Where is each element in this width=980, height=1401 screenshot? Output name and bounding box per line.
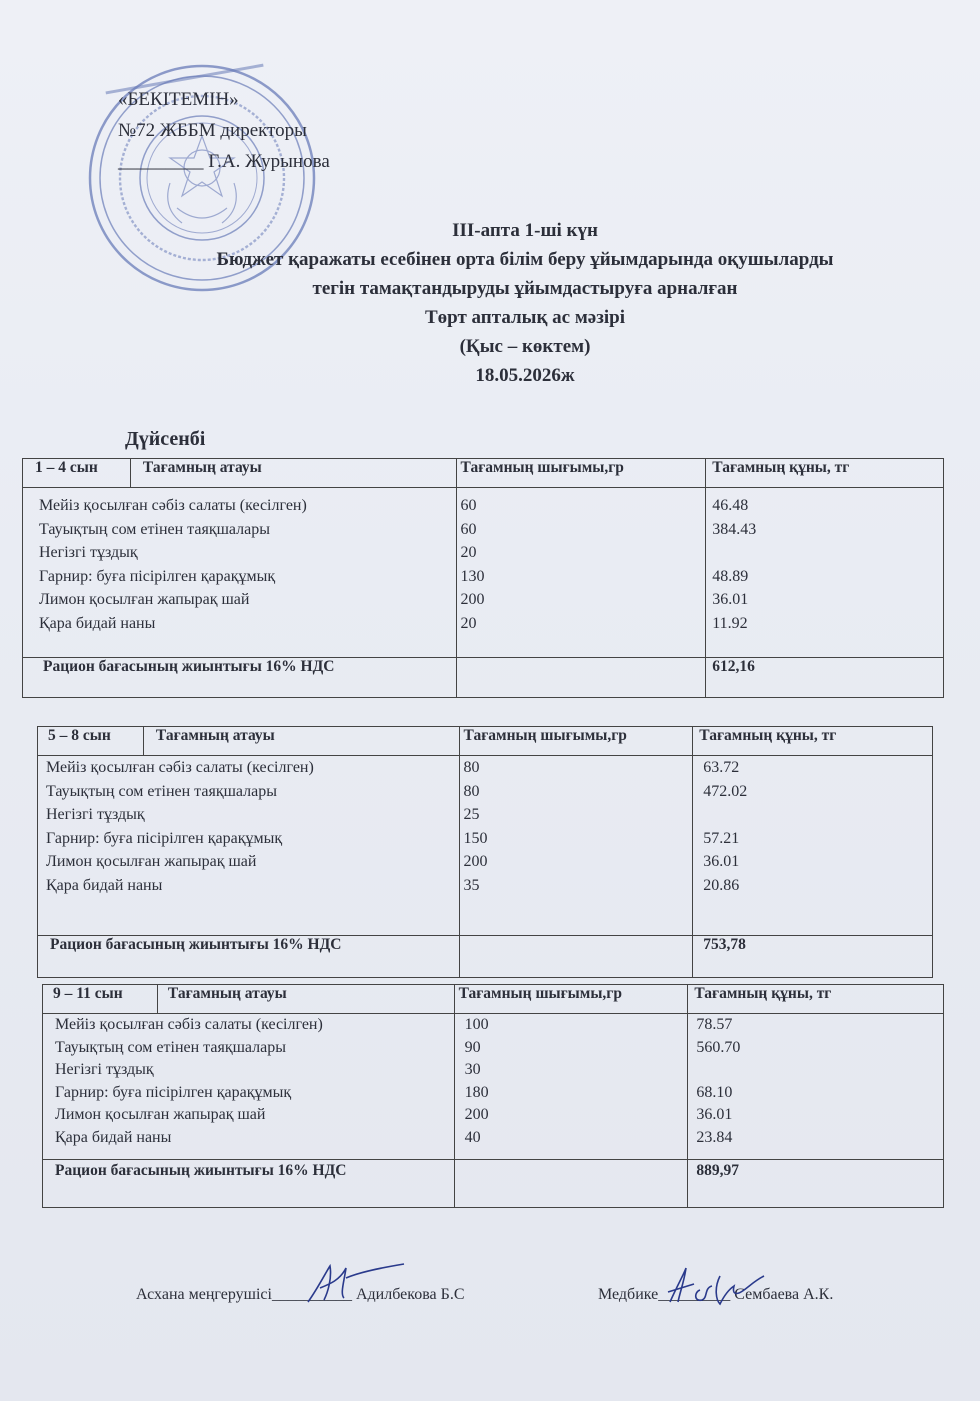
item-yield: 150 — [463, 829, 488, 847]
medic-handwritten-signature — [664, 1262, 774, 1312]
item-price: 23.84 — [696, 1128, 733, 1146]
item-name: Тауықтың сом етінен таяқшалары — [55, 1038, 286, 1056]
item-yield: 20 — [460, 614, 477, 632]
item-price: 68.10 — [696, 1083, 733, 1101]
item-price: 36.01 — [703, 853, 740, 870]
approval-position: №72 ЖББМ директоры — [118, 120, 307, 141]
total-empty-cell — [454, 1160, 688, 1208]
document-header — [0, 216, 980, 390]
medic-name: Сембаева А.К. — [734, 1286, 834, 1303]
canteen-handwritten-signature — [300, 1258, 410, 1308]
item-price: 472.02 — [703, 782, 748, 800]
item-price: 57.21 — [703, 829, 740, 847]
approval-director: _________ Г.А. Журынова — [118, 151, 330, 172]
item-yields-cell — [454, 1014, 688, 1160]
item-yield: 80 — [463, 759, 480, 776]
column-name-header: Тағамның атауы — [130, 459, 456, 488]
approval-block — [118, 84, 330, 177]
item-price — [712, 541, 943, 565]
item-name: Лимон қосылған жапырақ шай — [39, 591, 250, 608]
item-prices-cell — [693, 756, 933, 936]
menu-table-group-2 — [37, 726, 933, 978]
menu-table-group-3 — [42, 984, 944, 1208]
item-price: 560.70 — [696, 1038, 741, 1056]
item-yield: 180 — [464, 1083, 489, 1101]
item-name: Қара бидай наны — [46, 876, 163, 894]
total-value: 889,97 — [688, 1160, 944, 1208]
item-price: 20.86 — [703, 876, 740, 894]
total-value: 753,78 — [693, 936, 933, 978]
canteen-manager-label: Асхана меңгерушісі — [136, 1286, 272, 1303]
item-yield: 200 — [460, 591, 485, 608]
age-group-label: 5 – 8 сын — [38, 727, 144, 756]
item-price: 46.48 — [712, 497, 749, 514]
item-yield: 200 — [464, 1106, 489, 1123]
total-label: Рацион бағасының жиынтығы 16% НДС — [23, 658, 457, 698]
title-line-3: Төрт апталық ас мәзірі — [424, 307, 625, 328]
day-name: Дүйсенбі — [125, 428, 206, 450]
column-yield-header: Тағамның шығымы,гр — [459, 727, 693, 756]
title-line-2: тегін тамақтандыруды ұйымдастыруға арналған — [312, 278, 738, 299]
item-yield: 80 — [463, 782, 480, 800]
total-row — [43, 1160, 944, 1208]
total-empty-cell — [459, 936, 693, 978]
table-header-row — [38, 727, 933, 756]
item-name: Мейіз қосылған сәбіз салаты (кесілген) — [46, 759, 314, 776]
table-header-row — [23, 459, 944, 488]
item-yield: 30 — [464, 1061, 481, 1078]
column-price-header: Тағамның құны, тг — [693, 727, 933, 756]
item-yield: 40 — [464, 1128, 481, 1146]
medic-signature-blank: _________ — [658, 1286, 731, 1303]
item-yield: 25 — [463, 806, 480, 823]
column-yield-header: Тағамның шығымы,гр — [456, 459, 706, 488]
total-value: 612,16 — [706, 658, 944, 698]
item-name: Тауықтың сом етінен таяқшалары — [39, 520, 270, 538]
item-name: Мейіз қосылған сәбіз салаты (кесілген) — [39, 497, 307, 514]
item-name: Мейіз қосылған сәбіз салаты (кесілген) — [55, 1016, 323, 1033]
total-label: Рацион бағасының жиынтығы 16% НДС — [43, 1160, 455, 1208]
item-name: Гарнир: буға пісірілген қарақұмық — [46, 829, 283, 847]
item-name: Гарнир: буға пісірілген қарақұмық — [39, 567, 276, 585]
item-price — [703, 803, 932, 827]
approval-title: «БЕКІТЕМІН» — [118, 89, 239, 110]
item-name: Гарнир: буға пісірілген қарақұмық — [55, 1083, 292, 1101]
column-yield-header: Тағамның шығымы,гр — [454, 985, 688, 1014]
item-yield: 20 — [460, 544, 477, 561]
item-names-cell — [23, 488, 457, 658]
item-price: 63.72 — [703, 759, 740, 776]
item-price: 48.89 — [712, 567, 749, 585]
items-row — [43, 1014, 944, 1160]
item-price: 78.57 — [696, 1016, 733, 1033]
item-yield: 90 — [464, 1038, 481, 1056]
item-yield: 60 — [460, 520, 477, 538]
age-group-label: 1 – 4 сын — [23, 459, 131, 488]
table-header-row — [43, 985, 944, 1014]
item-name: Негізгі тұздық — [39, 544, 138, 561]
item-prices-cell — [706, 488, 944, 658]
item-price: 384.43 — [712, 520, 757, 538]
item-yields-cell — [459, 756, 693, 936]
total-label: Рацион бағасының жиынтығы 16% НДС — [38, 936, 460, 978]
column-price-header: Тағамның құны, тг — [706, 459, 944, 488]
menu-table-group-1 — [22, 458, 944, 698]
item-price — [696, 1059, 943, 1082]
item-yield: 35 — [463, 876, 480, 894]
item-yield: 100 — [464, 1016, 489, 1033]
document-date: 18.05.2026ж — [475, 365, 575, 386]
item-price: 36.01 — [696, 1106, 733, 1123]
item-name: Қара бидай наны — [39, 614, 156, 632]
age-group-label: 9 – 11 сын — [43, 985, 158, 1014]
item-name: Лимон қосылған жапырақ шай — [55, 1106, 266, 1123]
total-row — [38, 936, 933, 978]
column-name-header: Тағамның атауы — [157, 985, 454, 1014]
item-names-cell — [38, 756, 460, 936]
canteen-signature-blank: __________ — [271, 1286, 352, 1303]
item-yield: 200 — [463, 853, 488, 870]
total-row — [23, 658, 944, 698]
canteen-manager-name: Адилбекова Б.С — [355, 1286, 465, 1303]
item-name: Лимон қосылған жапырақ шай — [46, 853, 257, 870]
item-yield: 130 — [460, 567, 485, 585]
item-names-cell — [43, 1014, 455, 1160]
item-prices-cell — [688, 1014, 944, 1160]
item-name: Қара бидай наны — [55, 1128, 172, 1146]
item-yields-cell — [456, 488, 706, 658]
items-row — [23, 488, 944, 658]
item-name: Негізгі тұздық — [55, 1061, 154, 1078]
week-day: III-апта 1-ші күн — [452, 220, 598, 241]
item-name: Тауықтың сом етінен таяқшалары — [46, 782, 277, 800]
item-price: 36.01 — [712, 591, 749, 608]
season: (Қыс – көктем) — [459, 336, 591, 357]
total-empty-cell — [456, 658, 706, 698]
title-line-1: Бюджет қаражаты есебінен орта білім беру ұйымдарында оқушыларды — [216, 249, 834, 270]
item-price: 11.92 — [712, 614, 748, 632]
item-name: Негізгі тұздық — [46, 806, 145, 823]
column-name-header: Тағамның атауы — [143, 727, 459, 756]
item-yield: 60 — [460, 497, 477, 514]
column-price-header: Тағамның құны, тг — [688, 985, 944, 1014]
items-row — [38, 756, 933, 936]
medic-label: Медбике — [598, 1286, 659, 1303]
